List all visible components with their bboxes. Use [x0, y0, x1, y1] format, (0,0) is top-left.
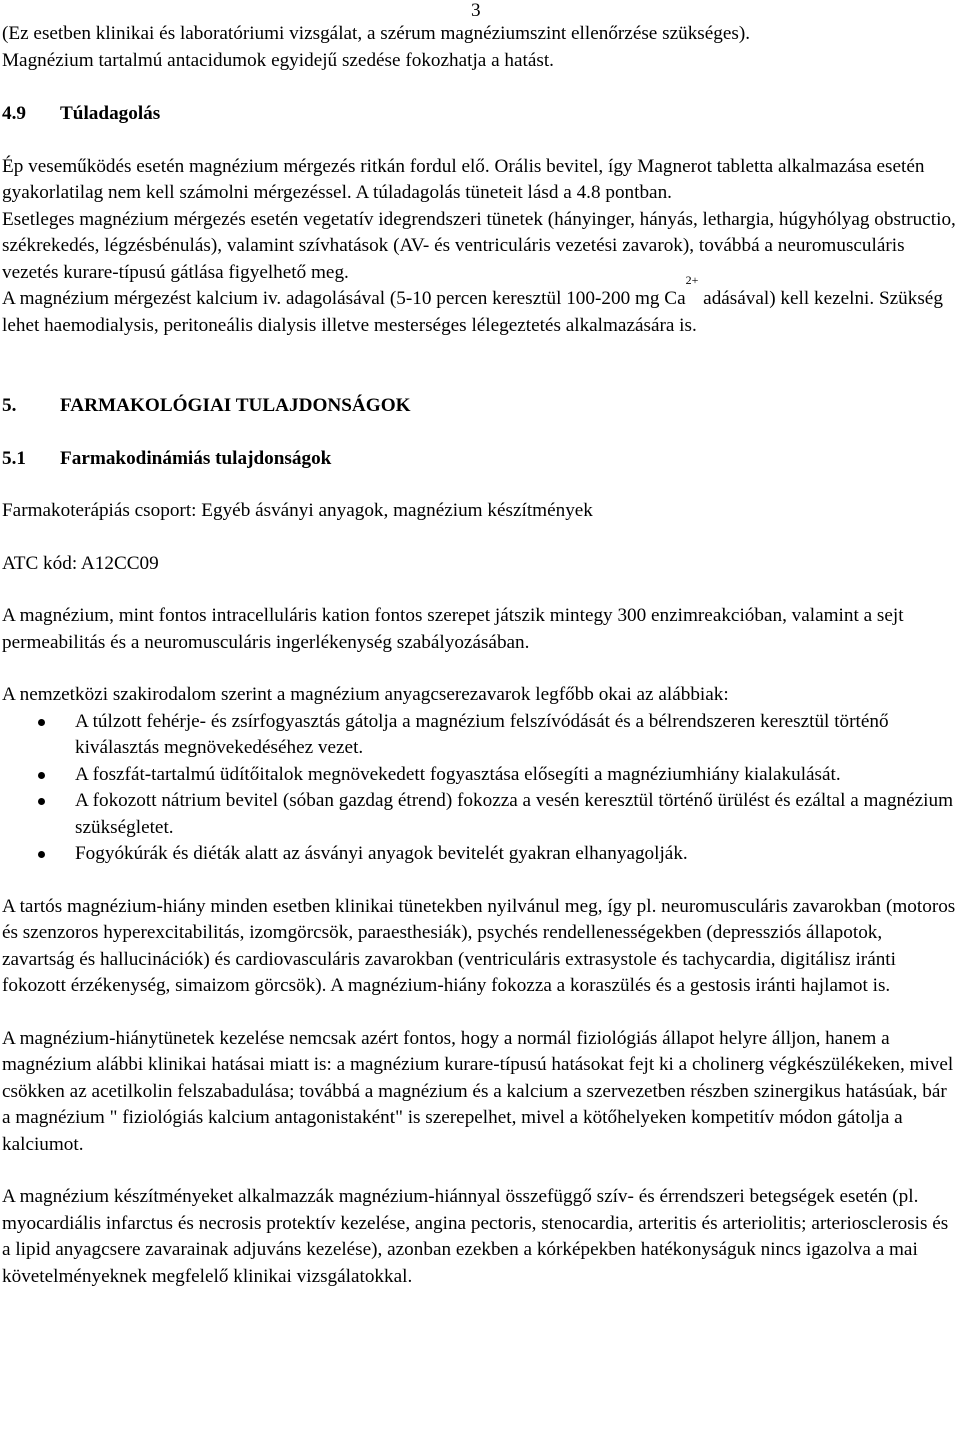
section-5-title: FARMAKOLÓGIAI TULAJDONSÁGOK	[60, 395, 411, 416]
causes-intro: A nemzetközi szakirodalom szerint a magnézium anyagcserezavarok legfőbb okai az alábbiak:	[2, 684, 729, 705]
section-5-heading	[2, 393, 958, 420]
section-4-9-number: 4.9	[2, 103, 26, 124]
causes-list	[2, 709, 958, 868]
overdose-paragraph-3-end: adásával) kell kezelni. Szükség lehet haemodialysis, peritoneális dialysis illetve mesterséges lélegeztetés alkalmazására is.	[2, 288, 943, 336]
bullet-icon	[38, 798, 45, 805]
atc-code: ATC kód: A12CC09	[2, 552, 159, 574]
cause-text: Fogyókúrák és diéták alatt az ásványi anyagok bevitelét gyakran elhanyagolják.	[75, 843, 688, 864]
list-item	[2, 788, 958, 841]
list-item	[2, 841, 958, 868]
intro-line-1: (Ez esetben klinikai és laboratóriumi vizsgálat, a szérum magnéziumszint ellenőrzése szükséges).	[2, 23, 751, 44]
bullet-icon	[38, 851, 45, 858]
page-content	[2, 21, 958, 1290]
section-5-1-number: 5.1	[2, 447, 26, 469]
treatment-paragraph: A magnézium-hiánytünetek kezelése nemcsak azért fontos, hogy a normál fiziológiás állapot helyre álljon, hanem a magnézium alábbi klinikai hatásai miatt is: a magnézium kurare-típusú hatásokat fejt ki a cholinerg végkészülékeken, mivel csökken az acetilkolin felszabadulása; továbbá a magnézium és a kalcium a szervezetben részben szinergikus hatásúak, bár a magnézium " fiziológiás kalcium antagonistaként" is szerepelhet, mivel a kötőhelyeken kompetitív módon gátolja a kalciumot.	[2, 1027, 954, 1155]
list-item	[2, 762, 958, 789]
cause-text: A túlzott fehérje- és zsírfogyasztás gátolja a magnézium felszívódását és a bélrendszeren keresztül történő kiválasztás megnövekedéséhez vezet.	[75, 710, 889, 758]
deficiency-paragraph: A tartós magnézium-hiány minden esetben klinikai tünetekben nyilvánul meg, így pl. neuromusculáris zavarokban (motoros és szenzoros hyperexcitabilitás, izomgörcsök, paraesthesiák), psychés rendellenességekben (depressziós állapotok, zavartság és hallucinációk) és cardiovasculáris zavarokban (ventriculáris extrasystole és tachycardia, digitálisz iránti fokozott érzékenység, simaizom görcsök). A magnézium-hiány fokozza a koraszülés és a gestosis iránti hajlamot is.	[2, 895, 956, 996]
list-item	[2, 709, 958, 762]
calcium-ion-superscript: 2+	[685, 273, 699, 287]
usage-paragraph: A magnézium készítményeket alkalmazzák magnézium-hiánnyal összefüggő szív- és érrendszeri betegségek esetén (pl. myocardiális infarctus és necrosis protektív kezelése, angina pectoris, stenocardia, arteritis és arteriolitis; arteriosclerosis és a lipid anyagcsere zavarainak adjuváns kezelése), azonban ezekben a kórképekben hatékonyságuk nincs igazolva a mai követelményeknek megfelelő klinikai vizsgálatokkal.	[2, 1186, 949, 1287]
cause-text: A foszfát-tartalmú üdítőitalok megnövekedett fogyasztása elősegíti a magnéziumhiány kialakulását.	[75, 763, 841, 785]
bullet-icon	[38, 772, 45, 779]
overdose-paragraph-3	[2, 273, 958, 339]
section-5-number: 5.	[2, 395, 17, 416]
overdose-paragraph-2: Esetleges magnézium mérgezés esetén vegetatív idegrendszeri tünetek (hányinger, hányás, lethargia, húgyhólyag obstructio, székrekedés, légzésbénulás), valamint szívhatások (AV- és ventriculáris vezetési zavarok), továbbá a neuromusculáris vezetés kurare-típusú gátlása figyelhető meg.	[2, 208, 956, 283]
cause-text: A fokozott nátrium bevitel (sóban gazdag étrend) fokozza a vesén keresztül történő ürülést és ezáltal a magnézium szükségletet.	[75, 790, 954, 838]
page-number: 3	[471, 0, 481, 21]
section-5-1-heading	[2, 446, 958, 473]
section-4-9-heading	[2, 101, 958, 128]
section-4-9-title: Túladagolás	[60, 103, 161, 124]
intro-line-2: Magnézium tartalmú antacidumok egyidejű szedése fokozhatja a hatást.	[2, 49, 554, 71]
overdose-paragraph-1: Ép veseműködés esetén magnézium mérgezés ritkán fordul elő. Orális bevitel, így Magnerot tabletta alkalmazása esetén gyakorlatilag nem kell számolni mérgezéssel. A túladagolás tüneteit lásd a 4.8 pontban.	[2, 155, 925, 203]
section-5-1-title: Farmakodinámiás tulajdonságok	[60, 447, 332, 469]
overdose-paragraph-3-start: A magnézium mérgezést kalcium iv. adagolásával (5-10 percen keresztül 100-200 mg Ca	[2, 288, 686, 309]
bullet-icon	[38, 719, 45, 726]
therapeutic-group: Farmakoterápiás csoport: Egyéb ásványi anyagok, magnézium készítmények	[2, 500, 593, 521]
magnesium-role-paragraph: A magnézium, mint fontos intracelluláris kation fontos szerepet játszik mintegy 300 enzimreakcióban, valamint a sejt permeabilitás és a neuromusculáris ingerlékenység szabályozásában.	[2, 605, 904, 653]
